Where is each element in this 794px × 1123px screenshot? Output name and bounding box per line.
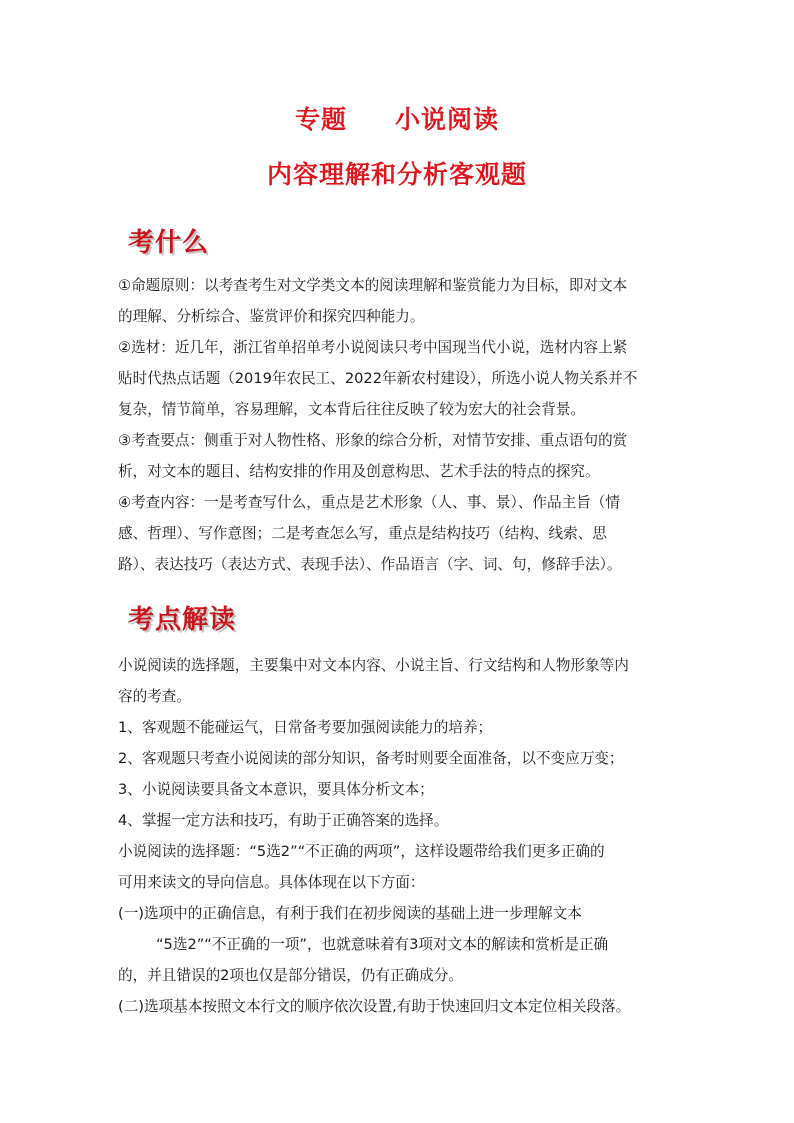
paragraph-line: ①命题原则：以考查考生对文学类文本的阅读理解和鉴赏能力为目标，即对文本	[118, 277, 628, 294]
paragraph-line: 贴时代热点话题（2019年农民工、2022年新农村建设），所选小说人物关系并不	[118, 370, 638, 387]
paragraph-line: 的理解、分析综合、鉴赏评价和探究四种能力。	[118, 308, 425, 325]
paragraph-line: 容的考查。	[118, 688, 191, 705]
paragraph-line: 可用来读文的导向信息。具体体现在以下方面：	[118, 874, 425, 891]
paragraph-line: 感、哲理）、写作意图；二是考查怎么写，重点是结构技巧（结构、线索、思	[118, 525, 607, 542]
paragraph-line: 的，并且错误的2项也仅是部分错误，仍有正确成分。	[118, 967, 463, 984]
paragraph-line: 小说阅读的选择题，主要集中对文本内容、小说主旨、行文结构和人物形象等内	[118, 657, 629, 674]
paragraph-line: 析，对文本的题目、结构安排的作用及创意构思、艺术手法的特点的探究。	[118, 463, 600, 480]
paragraph-line: 2、客观题只考查小说阅读的部分知识，备考时则要全面准备，以不变应万变；	[118, 750, 624, 767]
section-heading-key-points: 考点解读	[128, 605, 237, 635]
paragraph-line: 3、小说阅读要具备文本意识，要具体分析文本；	[118, 781, 434, 798]
paragraph-line: (二)选项基本按照文本行文的顺序依次设置,有助于快速回归文本定位相关段落。	[118, 998, 631, 1015]
section-body-what-to-test	[118, 270, 678, 580]
paragraph-line: 路）、表达技巧（表达方式、表现手法）、作品语言（字、词、句，修辞手法）。	[118, 556, 622, 573]
paragraph-line: ③考查要点：侧重于对人物性格、形象的综合分析，对情节安排、重点语句的赏	[118, 432, 628, 449]
paragraph-line: 小说阅读的选择题：“5选2”“不正确的两项”，这样设题带给我们更多正确的	[118, 843, 605, 860]
section-heading-what-to-test: 考什么	[128, 228, 210, 258]
paragraph-line: “5选2”“不正确的一项”，也就意味着有3项对文本的解读和赏析是正确	[156, 936, 609, 953]
title-topic-label: 专题	[294, 105, 347, 134]
paragraph-line: ②选材：近几年，浙江省单招单考小说阅读只考中国现当代小说，选材内容上紧	[118, 339, 628, 356]
paragraph-line: ④考查内容：一是考查写什么，重点是艺术形象（人、事、景）、作品主旨（情	[118, 494, 620, 511]
paragraph-line: 4、掌握一定方法和技巧，有助于正确答案的选择。	[118, 812, 449, 829]
title-line-2: 内容理解和分析客观题	[266, 160, 527, 189]
section-body-key-points	[118, 650, 678, 1022]
paragraph-line: 1、客观题不能碰运气，日常备考要加强阅读能力的培养；	[118, 719, 493, 736]
title-line-1	[0, 100, 794, 136]
paragraph-line: 复杂，情节简单，容易理解，文本背后往往反映了较为宏大的社会背景。	[118, 401, 586, 418]
title-topic-name: 小说阅读	[395, 105, 500, 134]
paragraph-line: (一)选项中的正确信息，有利于我们在初步阅读的基础上进一步理解文本	[118, 905, 582, 922]
